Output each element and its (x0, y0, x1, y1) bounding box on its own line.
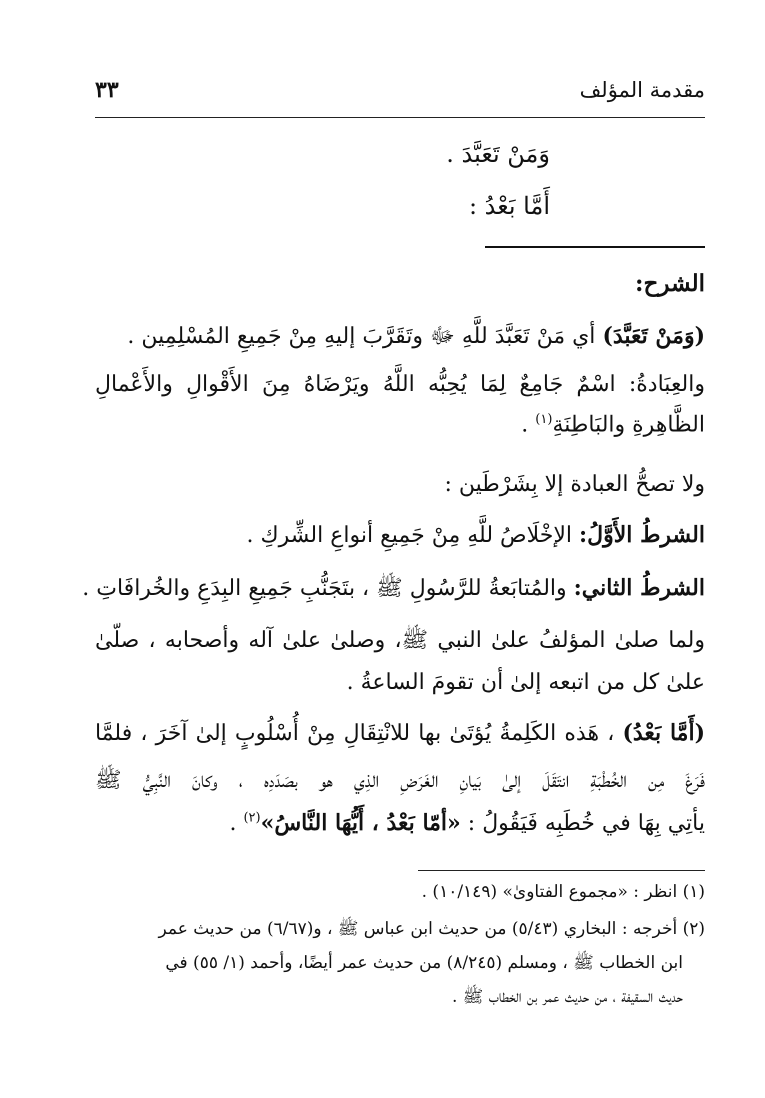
condition-2-label: الشرطُ الثاني: (573, 575, 705, 601)
footnote-2-line-2: ابن الخطاب ﷺ ، ومسلم (٨/٢٤٥) من حديث عمر أيضًا، وأحمد (١/ ٥٥) في (165, 953, 683, 973)
chapter-title: مقدمة المؤلف (579, 78, 705, 102)
page-number: ٣٣ (95, 77, 119, 103)
verse-line-2: أَمَّا بَعْدُ : (468, 192, 550, 220)
footnote-ref-1[interactable]: (١) (535, 412, 553, 427)
paragraph-5-line-3-text: يأتِي بِهَا في خُطَبِه فَيَقُولُ : (467, 811, 705, 836)
condition-1-label: الشرطُ الأَوَّلُ: (579, 522, 705, 548)
paragraph-2-line-2 (95, 412, 705, 437)
paragraph-5-line-3 (95, 810, 705, 836)
paragraph-5-line-1-text: ، هَذه الكَلِمةُ يُؤتَىٰ بها للانْتِقَالِ مِنْ أُسْلُوبٍ إلىٰ آخَرَ ، فلمَّا (95, 721, 615, 746)
footnote-1: (١) انظر : «مجموع الفتاوىٰ» (١٠/١٤٩) . (421, 882, 705, 902)
commentary-heading: الشرح: (635, 270, 705, 297)
amma-baad-phrase: (أَمَّا بَعْدُ) (622, 720, 705, 746)
condition-2-text: والمُتابَعةُ للرَّسُولِ ﷺ ، بتَجَنُّبِ جَمِيعِ البِدَعِ والخُرافَاتِ . (82, 576, 567, 601)
paragraph-5-end: . (229, 811, 237, 836)
paragraph-3: ولا تصحُّ العبادة إلا بِشَرْطَين : (444, 472, 705, 497)
paragraph-5-line-2: فَرَغَ مِن الخُطْبَةِ انتَقَلَ إلىٰ بَيانِ الغَرَضِ الذِي هو بصَدَدِه ، وكانَ النَّبِيُّ ﷺ (95, 768, 705, 793)
paragraph-2-text: الظَّاهِرةِ والبَاطِنَةِ (552, 412, 705, 438)
paragraph-4-line-1: ولما صلىٰ المؤلفُ علىٰ النبي ﷺ، وصلىٰ علىٰ آله وأصحابه ، صلّىٰ (95, 628, 705, 653)
hadith-quote: «أمّا بَعْدُ ، أَيُّهَا النَّاسُ» (260, 810, 461, 836)
condition-1 (95, 522, 705, 548)
paragraph-5-line-1 (95, 720, 705, 746)
footnote-ref-2[interactable]: (٢) (243, 810, 261, 826)
condition-1-text: الإخْلَاصُ للَّهِ مِنْ جَمِيعِ أنواعِ الشِّركِ . (246, 523, 573, 548)
paragraph-1-text: أي مَنْ تَعَبَّدَ للَّهِ ﷻ وتَقَرَّبَ إليهِ مِنْ جَمِيعِ المُسْلِمِين . (127, 324, 596, 349)
paragraph-4-line-2: علىٰ كل من اتبعه إلىٰ أن تقومَ الساعةُ . (346, 670, 705, 695)
paragraph-2-end: . (521, 412, 529, 438)
verse-line-1: وَمَنْ تَعَبَّدَ . (446, 140, 550, 168)
condition-2 (82, 574, 705, 606)
footnote-2-line-1: (٢) أخرجه : البخاري (٥/٤٣) من حديث ابن عباس ﷺ ، و(٦/٦٧) من حديث عمر (158, 919, 705, 939)
paragraph-2-line-1: والعِبَادةُ: اسْمٌ جَامِعٌ لِمَا يُحِبُّه اللَّهُ ويَرْضَاهُ مِنَ الأَقْوالِ والأَعْمالِ (95, 372, 705, 397)
paragraph-1 (95, 322, 705, 354)
footnote-2-line-3: حديث السقيفة ، من حديث عمر بن الخطاب ﷺ . (451, 987, 683, 1007)
footnote-rule (418, 870, 705, 871)
quoted-phrase: (وَمَنْ تَعَبَّدَ) (602, 323, 705, 349)
header-rule (95, 117, 705, 118)
page-header (95, 72, 705, 108)
section-divider (485, 246, 705, 248)
